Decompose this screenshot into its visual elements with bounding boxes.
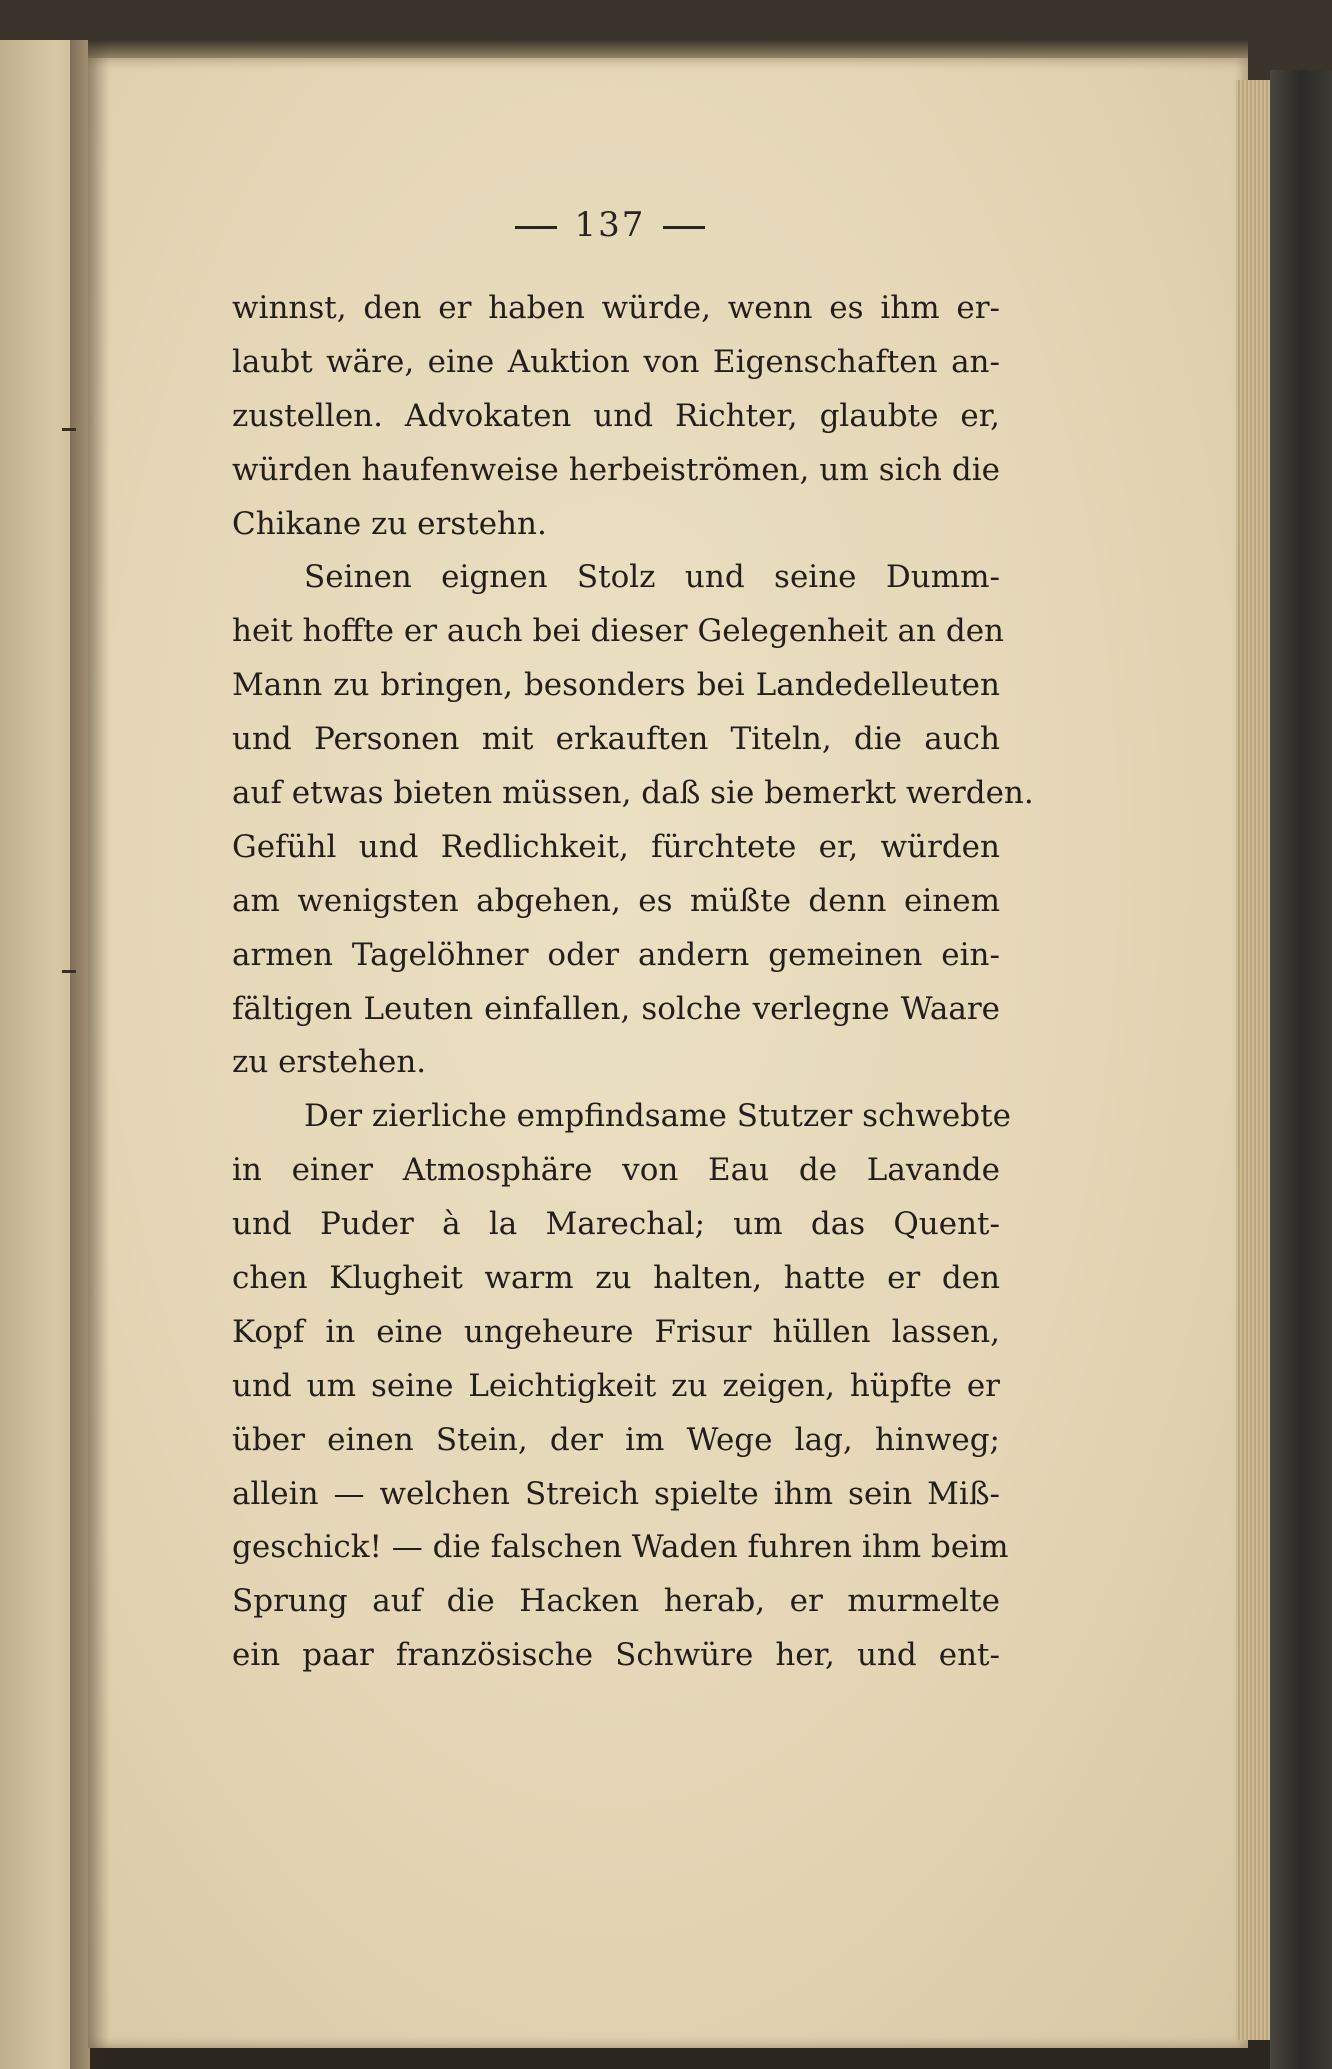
text-line: laubt wäre, eine Auktion von Eigenschaften an- — [232, 343, 1000, 380]
text-line: würden haufenweise herbeiströmen, um sich die — [232, 451, 1000, 488]
text-line: und Personen mit erkauften Titeln, die auch — [232, 721, 1000, 758]
text-line: und Puder à la Marechal; um das Quent- — [232, 1206, 1000, 1243]
text-line: auf etwas bieten müssen, daß sie bemerkt werden. — [232, 775, 1034, 812]
margin-mark — [62, 970, 76, 973]
text-line: und um seine Leichtigkeit zu zeigen, hüpfte er — [232, 1367, 1000, 1404]
header-dash-left — [515, 226, 557, 229]
text-line: ein paar französische Schwüre her, und ent- — [232, 1637, 1000, 1674]
gutter-shadow — [70, 40, 110, 2069]
text-line: zu erstehen. — [232, 1044, 427, 1081]
text-line: chen Klugheit warm zu halten, hatte er den — [232, 1260, 1000, 1297]
text-line: allein — welchen Streich spielte ihm sein Miß- — [232, 1475, 1000, 1512]
text-line: Sprung auf die Hacken herab, er murmelte — [232, 1583, 1000, 1620]
book-cover — [1270, 70, 1332, 2069]
margin-mark — [62, 428, 76, 431]
text-line: Chikane zu erstehn. — [232, 505, 547, 542]
text-line: heit hoffte er auch bei dieser Gelegenheit an den — [232, 613, 1005, 650]
text-line: Gefühl und Redlichkeit, fürchtete er, würden — [232, 828, 1000, 865]
text-line: Der zierliche empfindsame Stutzer schwebte — [304, 1098, 1011, 1135]
page-body — [232, 282, 1034, 1683]
text-line: Kopf in eine ungeheure Frisur hüllen lassen, — [232, 1313, 1000, 1350]
text-line: in einer Atmosphäre von Eau de Lavande — [232, 1152, 1000, 1189]
text-line: über einen Stein, der im Wege lag, hinweg; — [232, 1421, 1000, 1458]
text-line: winnst, den er haben würde, wenn es ihm er- — [232, 290, 1000, 326]
text-line: Seinen eignen Stolz und seine Dumm- — [304, 559, 1000, 596]
text-line: am wenigsten abgehen, es müßte denn einem — [232, 882, 1000, 919]
text-line: zustellen. Advokaten und Richter, glaubte er, — [232, 397, 1000, 434]
text-line: geschick! — die falschen Waden fuhren ihm beim — [232, 1529, 1009, 1566]
text-line: armen Tagelöhner oder andern gemeinen ein- — [232, 936, 1000, 973]
header-dash-right — [663, 226, 705, 229]
text-line: fältigen Leuten einfallen, solche verlegne Waare — [232, 990, 1000, 1027]
page-header — [480, 205, 740, 245]
text-line: Mann zu bringen, besonders bei Landedelleuten — [232, 667, 1000, 704]
page-number: 137 — [574, 205, 646, 245]
